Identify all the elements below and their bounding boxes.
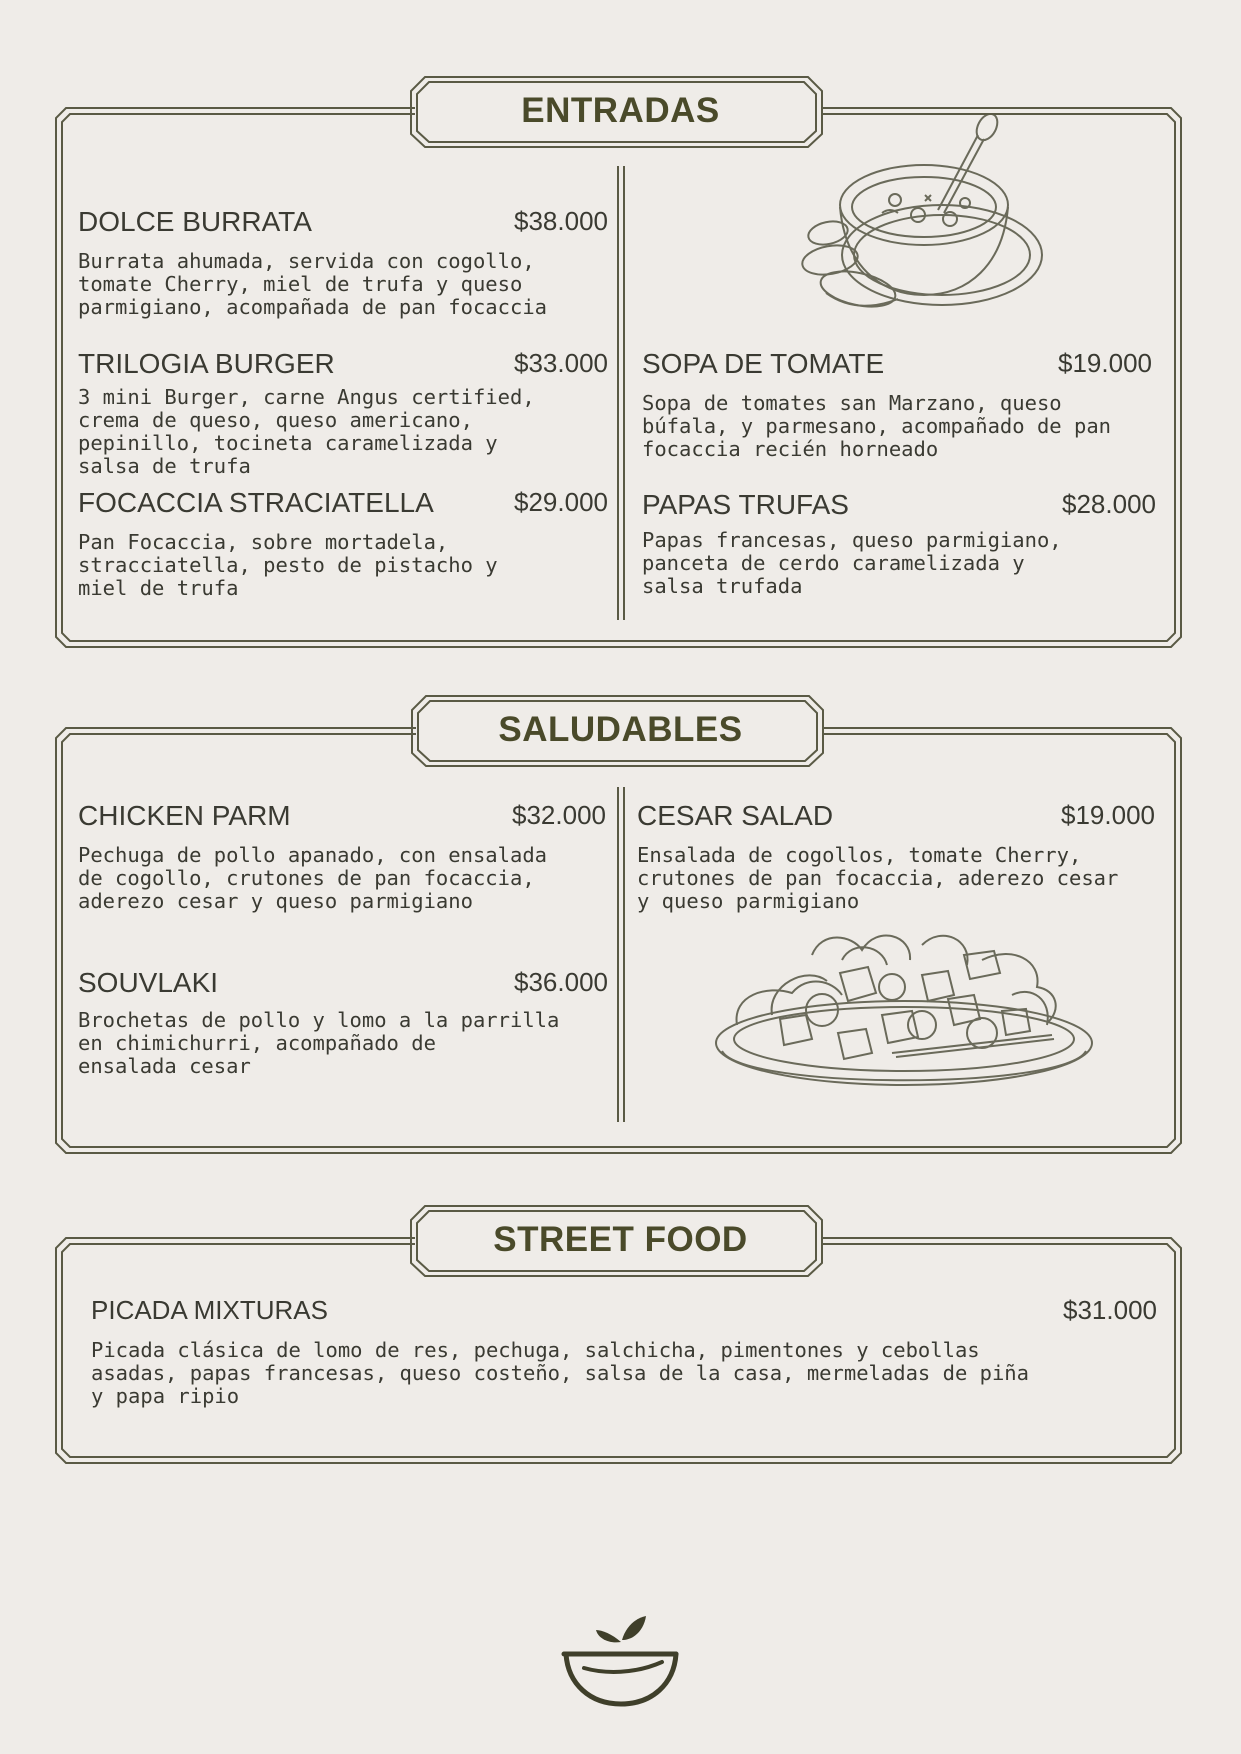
item-price: $29.000 (514, 487, 608, 517)
item-name: CHICKEN PARM (78, 800, 291, 831)
menu-item-picada-mixturas (91, 1295, 1157, 1415)
item-description: Burrata ahumada, servida con cogollo, tomate Cherry, miel de trufa y queso parmigiano, acompañada de pan focaccia (78, 249, 547, 319)
item-price: $33.000 (514, 348, 608, 378)
item-description: Pechuga de pollo apanado, con ensalada de cogollo, crutones de pan focaccia, aderezo cesar y queso parmigiano (78, 843, 547, 913)
entradas-title: ENTRADAS (521, 91, 720, 130)
item-price: $19.000 (1061, 800, 1155, 830)
item-description: Brochetas de pollo y lomo a la parrilla en chimichurri, acompañado de ensalada cesar (78, 1008, 560, 1078)
item-description: Sopa de tomates san Marzano, queso búfala, y parmesano, acompañado de pan focaccia recién horneado (642, 391, 1111, 461)
item-description: Pan Focaccia, sobre mortadela, stracciatella, pesto de pistacho y miel de trufa (78, 530, 498, 600)
bowl-leaf-logo (560, 1612, 682, 1712)
item-price: $32.000 (512, 800, 606, 830)
item-price: $38.000 (514, 206, 608, 236)
item-price: $28.000 (1062, 489, 1156, 519)
item-description: Ensalada de cogollos, tomate Cherry, crutones de pan focaccia, aderezo cesar y queso parmigiano (637, 843, 1119, 913)
item-name: SOPA DE TOMATE (642, 348, 885, 379)
item-price: $36.000 (514, 967, 608, 997)
item-name: PICADA MIXTURAS (91, 1295, 328, 1325)
item-name: PAPAS TRUFAS (642, 489, 849, 520)
saludables-title: SALUDABLES (498, 710, 743, 749)
item-name: CESAR SALAD (637, 800, 834, 831)
street-food-title: STREET FOOD (493, 1220, 748, 1259)
item-price: $19.000 (1058, 348, 1152, 378)
item-description: 3 mini Burger, carne Angus certified, crema de queso, queso americano, pepinillo, tocineta caramelizada y salsa de trufa (78, 385, 535, 478)
item-price: $31.000 (1063, 1295, 1157, 1325)
item-name: DOLCE BURRATA (78, 206, 312, 237)
item-name: FOCACCIA STRACIATELLA (78, 487, 434, 518)
item-description: Picada clásica de lomo de res, pechuga, salchicha, pimentones y cebollas asadas, papas francesas, queso costeño, salsa de la casa, mermeladas de piña y papa ripio (91, 1338, 1029, 1408)
item-name: TRILOGIA BURGER (78, 348, 335, 379)
item-description: Papas francesas, queso parmigiano, panceta de cerdo caramelizada y salsa trufada (642, 528, 1062, 598)
item-name: SOUVLAKI (78, 967, 219, 998)
